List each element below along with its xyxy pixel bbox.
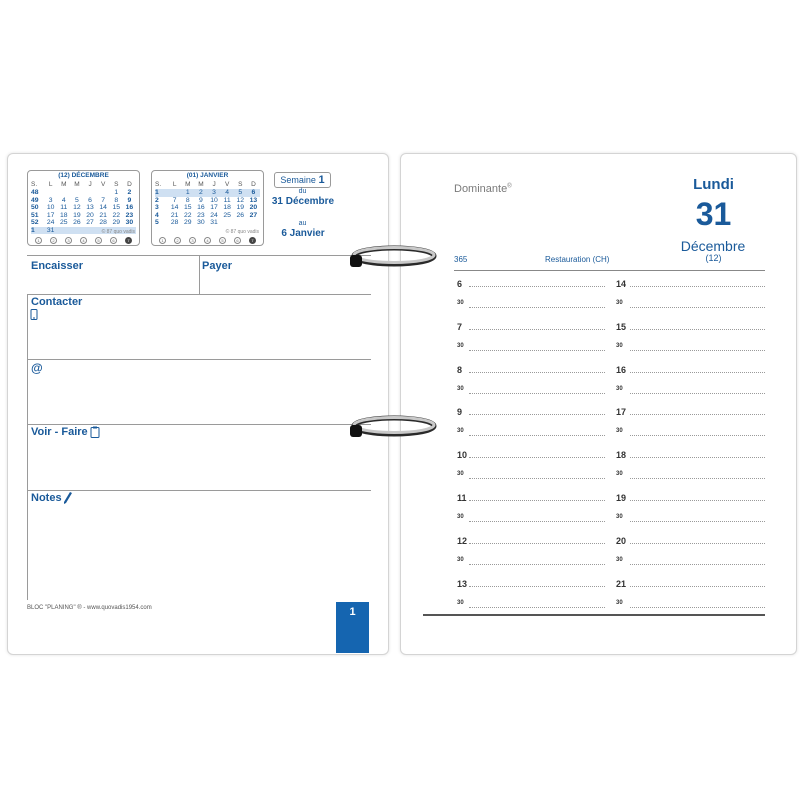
mini-calendar-day-name: M bbox=[198, 181, 204, 188]
calendar-day: 19 bbox=[73, 211, 81, 219]
weekday-circle: 1 bbox=[35, 237, 42, 244]
mini-calendar-circles bbox=[31, 236, 136, 244]
hour-label: 13 bbox=[457, 578, 468, 589]
calendar-day: 17 bbox=[210, 204, 218, 211]
hour-label: 17 bbox=[616, 407, 627, 418]
half-hour-label: 30 bbox=[457, 556, 464, 563]
weekday-circle: 7 bbox=[249, 237, 256, 244]
weekday-circle: 2 bbox=[174, 237, 181, 244]
hour-line bbox=[469, 543, 605, 544]
calendar-day: 22 bbox=[184, 211, 192, 219]
bottom-rule bbox=[423, 614, 765, 616]
weekday-circle: 3 bbox=[189, 237, 196, 244]
hour-label: 9 bbox=[457, 407, 463, 418]
pencil-icon bbox=[64, 492, 72, 504]
hour-label: 10 bbox=[457, 450, 468, 461]
left-page bbox=[7, 153, 389, 655]
hour-line bbox=[630, 457, 765, 458]
calendar-day: 10 bbox=[46, 204, 55, 211]
divider bbox=[27, 490, 371, 491]
calendar-day: 21 bbox=[170, 211, 179, 219]
week-number: 3 bbox=[155, 204, 159, 211]
week-from: 31 Décembre bbox=[271, 196, 335, 207]
half-hour-line bbox=[469, 307, 605, 308]
mini-calendar-title: (12) DÉCEMBRE bbox=[58, 172, 109, 179]
calendar-day bbox=[84, 227, 97, 235]
hour-line bbox=[469, 372, 605, 373]
binder-ring-top bbox=[350, 245, 438, 267]
voir-faire-label: Voir - Faire bbox=[31, 426, 88, 438]
email-label: @ bbox=[31, 361, 43, 375]
saint-of-day: Restauration (CH) bbox=[545, 255, 610, 264]
half-hour-label: 30 bbox=[616, 300, 623, 306]
mini-calendar-title: (01) JANVIER bbox=[186, 172, 229, 179]
calendar-day: 27 bbox=[86, 219, 94, 226]
hour-label: 12 bbox=[457, 535, 468, 546]
week-number: 48 bbox=[31, 189, 39, 196]
calendar-day: 7 bbox=[101, 196, 106, 204]
hour-label: 6 bbox=[457, 279, 463, 289]
calendar-day: 22 bbox=[112, 211, 121, 219]
calendar-day: 15 bbox=[184, 204, 192, 211]
brand-text: Dominante bbox=[454, 183, 508, 195]
calendar-day bbox=[97, 189, 110, 197]
mini-calendar-day-name: S. bbox=[31, 181, 38, 188]
hour-label: 7 bbox=[457, 321, 463, 332]
mini-calendar-day-name: J bbox=[88, 181, 92, 188]
hour-line bbox=[630, 586, 765, 587]
calendar-day bbox=[168, 227, 181, 235]
hour-line bbox=[469, 329, 605, 330]
half-hour-line bbox=[630, 607, 765, 608]
hour-label: 19 bbox=[616, 493, 627, 503]
calendar-day bbox=[168, 189, 181, 197]
week-number: 52 bbox=[31, 219, 39, 226]
week-to: 6 Janvier bbox=[281, 228, 325, 239]
calendar-day: 26 bbox=[236, 211, 245, 219]
mini-calendar-week-row bbox=[31, 204, 136, 212]
weekday-circle: 6 bbox=[234, 237, 241, 244]
calendar-day: 9 bbox=[199, 196, 203, 204]
mini-calendar-day-name: V bbox=[225, 181, 230, 188]
half-hour-label: 30 bbox=[616, 385, 623, 392]
calendar-day: 8 bbox=[185, 196, 190, 204]
calendar-day: 18 bbox=[223, 204, 231, 211]
divider bbox=[27, 490, 28, 600]
mini-calendar-day-name: S bbox=[114, 181, 119, 188]
mini-calendar-day-name: V bbox=[101, 181, 106, 188]
half-hour-label: 30 bbox=[457, 342, 464, 349]
half-hour-line bbox=[469, 350, 605, 351]
half-hour-line bbox=[469, 478, 605, 479]
calendar-day: 19 bbox=[236, 204, 245, 211]
calendar-day: 28 bbox=[99, 219, 107, 226]
half-hour-label: 30 bbox=[616, 342, 623, 349]
half-hour-label: 30 bbox=[457, 599, 464, 606]
week-number: 51 bbox=[31, 211, 39, 219]
half-hour-line bbox=[630, 478, 765, 479]
week-number: 50 bbox=[31, 204, 39, 211]
hour-line bbox=[630, 372, 765, 373]
payer-label: Payer bbox=[202, 260, 232, 272]
hour-line bbox=[630, 543, 765, 544]
calendar-day bbox=[194, 227, 207, 235]
calendar-day bbox=[208, 227, 221, 235]
calendar-day bbox=[181, 227, 194, 235]
week-number: 5 bbox=[155, 219, 159, 226]
week-number: 2 bbox=[155, 196, 159, 204]
page-number-tab: 1 bbox=[336, 602, 369, 653]
mini-calendar-january bbox=[151, 170, 264, 246]
month-number: (12) bbox=[705, 253, 722, 263]
right-page bbox=[400, 153, 797, 655]
calendar-day: 3 bbox=[48, 196, 53, 204]
calendar-day: 28 bbox=[170, 219, 179, 226]
calendar-day: 14 bbox=[99, 204, 107, 211]
divider bbox=[27, 424, 371, 425]
weekday-circle: 5 bbox=[219, 237, 226, 244]
calendar-day: 31 bbox=[210, 219, 218, 226]
hour-line bbox=[469, 457, 605, 458]
week-number: 49 bbox=[31, 196, 39, 204]
hour-label: 8 bbox=[457, 364, 463, 375]
half-hour-line bbox=[630, 350, 765, 351]
week-label: Semaine bbox=[280, 175, 316, 185]
hour-line bbox=[469, 286, 605, 287]
calendar-day: 13 bbox=[249, 196, 258, 204]
hour-line bbox=[630, 500, 765, 501]
calendar-day: 12 bbox=[73, 204, 81, 211]
mini-calendar-week-row bbox=[155, 212, 260, 220]
half-hour-label: 30 bbox=[616, 514, 623, 520]
mini-calendar-day-name: M bbox=[185, 181, 191, 188]
week-number bbox=[155, 227, 168, 235]
calendar-day: 30 bbox=[197, 219, 205, 226]
mini-calendar-week-row bbox=[155, 204, 260, 212]
calendar-day: 20 bbox=[249, 204, 258, 211]
half-hour-line bbox=[630, 435, 765, 436]
half-hour-line bbox=[469, 521, 605, 522]
divider bbox=[27, 294, 28, 424]
mini-calendar-copyright: © 87 quo vadis bbox=[101, 229, 135, 235]
calendar-day: 8 bbox=[114, 196, 119, 204]
calendar-day: 23 bbox=[125, 211, 134, 219]
weekday-circle: 4 bbox=[204, 237, 211, 244]
half-hour-label: 30 bbox=[457, 300, 464, 306]
hour-label: 11 bbox=[457, 493, 467, 503]
mini-calendar-day-name: M bbox=[61, 181, 67, 188]
mini-calendar-week-row bbox=[155, 219, 260, 227]
footer-text: BLOC "PLANING" ® - www.quovadis1954.com bbox=[27, 605, 152, 611]
week-au: au bbox=[298, 220, 307, 227]
calendar-day: 7 bbox=[172, 196, 177, 204]
calendar-day: 4 bbox=[225, 189, 230, 196]
divider bbox=[27, 294, 371, 295]
calendar-day: 9 bbox=[127, 196, 132, 204]
half-hour-line bbox=[630, 521, 765, 522]
half-hour-line bbox=[469, 393, 605, 394]
calendar-day: 27 bbox=[249, 211, 258, 219]
calendar-day: 5 bbox=[75, 196, 79, 204]
calendar-day: 11 bbox=[60, 204, 68, 211]
day-number: 31 bbox=[695, 196, 732, 232]
mini-calendar-day-name: M bbox=[74, 181, 80, 188]
weekday-circle: 2 bbox=[50, 237, 57, 244]
calendar-day: 26 bbox=[73, 219, 81, 226]
hour-line bbox=[630, 286, 765, 287]
week-number: 4 bbox=[155, 211, 159, 219]
mini-calendar-day-name: J bbox=[212, 181, 216, 188]
calendar-day: 11 bbox=[223, 196, 231, 204]
week-number: 1 bbox=[318, 174, 325, 186]
hour-label: 16 bbox=[616, 364, 627, 375]
calendar-day: 15 bbox=[112, 204, 121, 211]
calendar-day: 1 bbox=[185, 189, 190, 196]
encaisser-label: Encaisser bbox=[31, 260, 83, 272]
mobile-phone-icon bbox=[30, 309, 38, 320]
mini-calendar-day-name: D bbox=[251, 181, 256, 188]
week-number: 1 bbox=[155, 189, 159, 196]
calendar-day: 12 bbox=[236, 196, 245, 204]
calendar-day bbox=[221, 219, 234, 227]
mini-calendar-day-name: D bbox=[127, 181, 132, 188]
half-hour-label: 30 bbox=[457, 514, 464, 520]
notes-label: Notes bbox=[31, 492, 62, 504]
half-hour-line bbox=[469, 564, 605, 565]
mini-calendar-week-row bbox=[31, 197, 136, 205]
mini-calendar-copyright: © 87 quo vadis bbox=[225, 229, 259, 235]
calendar-day: 25 bbox=[60, 219, 68, 226]
mini-calendar-week-row bbox=[31, 189, 136, 197]
hour-label: 14 bbox=[616, 279, 627, 289]
calendar-day: 18 bbox=[60, 211, 68, 219]
weekday-circle: 5 bbox=[95, 237, 102, 244]
calendar-day: 17 bbox=[46, 211, 55, 219]
hour-line bbox=[469, 586, 605, 587]
mini-calendar-december bbox=[27, 170, 140, 246]
hour-label: 15 bbox=[616, 321, 627, 332]
half-hour-line bbox=[630, 393, 765, 394]
mini-calendar-circles bbox=[155, 236, 260, 244]
calendar-day: 23 bbox=[197, 211, 205, 219]
week-du: du bbox=[298, 188, 307, 195]
calendar-day: 31 bbox=[46, 226, 55, 234]
mini-calendar-week-row bbox=[31, 212, 136, 220]
calendar-day: 21 bbox=[99, 211, 107, 219]
mini-calendar-week-row bbox=[155, 189, 260, 197]
calendar-day: 5 bbox=[238, 189, 243, 196]
half-hour-label: 30 bbox=[616, 556, 623, 563]
mini-calendar-day-name: L bbox=[48, 181, 53, 188]
half-hour-line bbox=[630, 564, 765, 565]
calendar-day: 16 bbox=[125, 204, 134, 211]
column-gap bbox=[613, 279, 614, 609]
weekday-circle: 6 bbox=[110, 237, 117, 244]
half-hour-label: 30 bbox=[616, 428, 623, 435]
weekday-circle: 7 bbox=[125, 237, 132, 244]
half-hour-label: 30 bbox=[457, 428, 464, 435]
calendar-day: 16 bbox=[197, 204, 205, 211]
calendar-day bbox=[57, 227, 70, 235]
calendar-day: 10 bbox=[210, 196, 218, 204]
divider bbox=[199, 255, 200, 295]
mini-calendar-day-header bbox=[31, 181, 136, 188]
mini-calendar-day-name: L bbox=[172, 181, 177, 188]
weekday-circle: 3 bbox=[65, 237, 72, 244]
days-left: 365 bbox=[454, 255, 468, 264]
mini-calendar-day-header bbox=[155, 181, 260, 188]
divider bbox=[27, 424, 28, 490]
calendar-day bbox=[247, 219, 260, 227]
calendar-day: 30 bbox=[125, 219, 134, 226]
weekday-circle: 1 bbox=[159, 237, 166, 244]
calendar-day: 2 bbox=[127, 189, 132, 196]
calendar-day: 2 bbox=[199, 189, 203, 196]
weekday-circle: 4 bbox=[80, 237, 87, 244]
calendar-day: 14 bbox=[170, 204, 179, 211]
half-hour-label: 30 bbox=[616, 471, 623, 478]
mini-calendar-week-row bbox=[155, 197, 260, 205]
hour-label: 21 bbox=[616, 578, 627, 589]
hour-line bbox=[630, 329, 765, 330]
calendar-day: 29 bbox=[184, 219, 192, 226]
calendar-day bbox=[44, 189, 57, 197]
half-hour-label: 30 bbox=[457, 471, 464, 478]
calendar-day: 29 bbox=[112, 219, 121, 226]
half-hour-label: 30 bbox=[616, 599, 623, 606]
calendar-day: 25 bbox=[223, 211, 231, 219]
half-hour-line bbox=[469, 435, 605, 436]
calendar-day bbox=[57, 189, 70, 197]
half-hour-label: 30 bbox=[457, 385, 464, 392]
calendar-day: 6 bbox=[251, 189, 256, 196]
week-box bbox=[274, 172, 331, 188]
calendar-day: 13 bbox=[86, 204, 94, 211]
binder-ring-bottom bbox=[350, 415, 438, 437]
mini-calendar-week-row bbox=[31, 219, 136, 227]
hour-line bbox=[469, 500, 605, 501]
calendar-day: 24 bbox=[46, 219, 55, 226]
hour-line bbox=[469, 414, 605, 415]
mini-calendar-day-name: S. bbox=[155, 181, 162, 188]
contacter-label: Contacter bbox=[31, 296, 83, 308]
divider bbox=[454, 270, 765, 271]
hour-line bbox=[630, 414, 765, 415]
calendar-day bbox=[70, 189, 83, 197]
clipboard-icon bbox=[90, 426, 100, 438]
calendar-day bbox=[84, 189, 97, 197]
divider bbox=[27, 359, 371, 360]
calendar-day: 3 bbox=[212, 189, 216, 196]
calendar-day: 1 bbox=[114, 189, 119, 196]
weekday: Lundi bbox=[693, 176, 734, 193]
hour-label: 18 bbox=[616, 450, 627, 461]
month-name: Décembre bbox=[680, 238, 746, 254]
calendar-day: 20 bbox=[86, 211, 94, 219]
calendar-day bbox=[234, 219, 247, 227]
hour-label: 20 bbox=[616, 535, 627, 546]
week-number: 1 bbox=[31, 226, 35, 234]
calendar-day: 4 bbox=[61, 196, 66, 204]
calendar-day: 6 bbox=[88, 196, 92, 204]
calendar-day: 24 bbox=[210, 211, 218, 219]
half-hour-line bbox=[630, 307, 765, 308]
mini-calendar-day-name: S bbox=[238, 181, 243, 188]
calendar-day bbox=[70, 227, 83, 235]
brand-name bbox=[454, 183, 512, 195]
brand-mark: ® bbox=[507, 183, 512, 190]
half-hour-line bbox=[469, 607, 605, 608]
